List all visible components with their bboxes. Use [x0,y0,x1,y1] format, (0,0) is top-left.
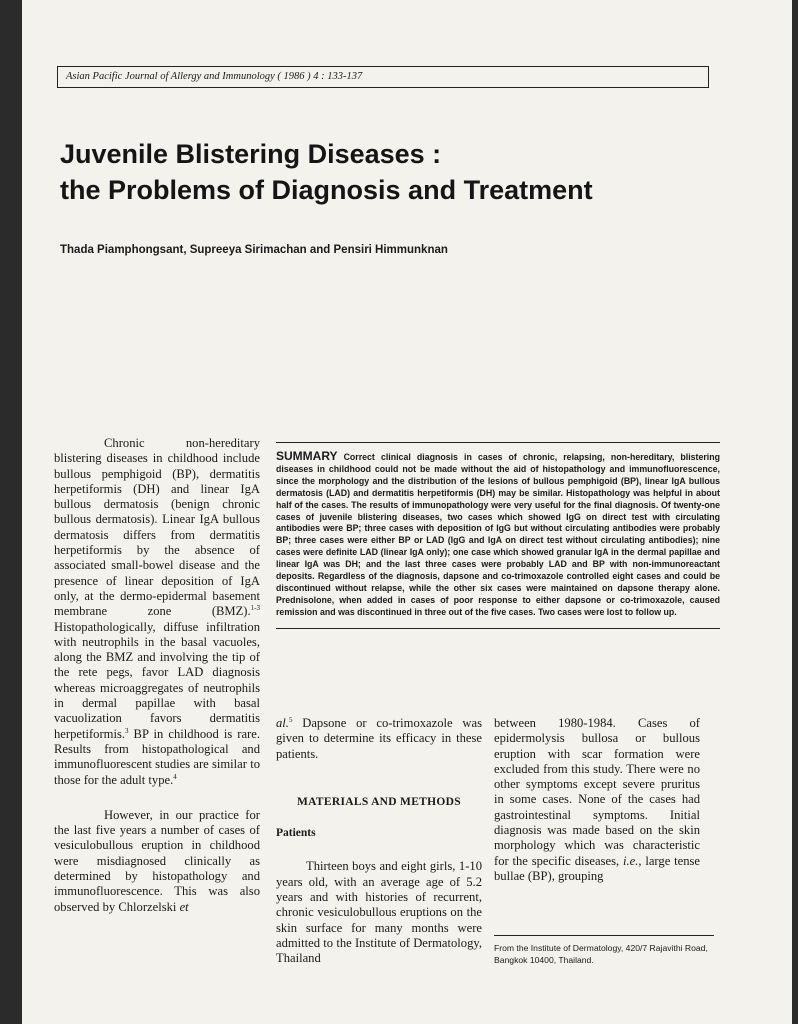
continuation-paragraph [276,716,482,762]
intro-paragraph [54,436,260,788]
body-column-1 [54,436,260,915]
patients-italic: i.e. [622,853,639,868]
patients-heading: Patients [276,827,316,840]
journal-header [57,66,709,88]
intro-text-c: BP in childhood is rare. Results from histopathological and immunofluorescent studies are similar to those for the adult type. [54,726,260,787]
continuation-text: Dapsone or co-trimoxazole was given to determine its efficacy in these patients. [276,716,482,761]
reference-marker: 5 [288,715,293,724]
summary-label: SUMMARY [276,449,338,463]
patients-paragraph: Thirteen boys and eight girls, 1-10 years old, with an average age of 5.2 years and with histories of recurrent, chronic vesiculobullous eruptions on the skin surface for many months were admitted to the Institute of Dermatology, Thailand [276,859,482,966]
intro-text-a: Chronic non-hereditary blistering diseases in childhood include bullous pemphigoid (BP), dermatitis herpetiformis (DH) and linear IgA bullous dermatosis (benign chronic bullous dermatosis). Linear IgA bullous dermatosis differs from dermatitis herpetiformis by the absence of associated small-bowel disease and the presence of linear deposition of IgA only, at the dermo-epidermal basement membrane zone (BMZ). [54,436,260,619]
practice-paragraph [54,808,260,915]
summary-text: Correct clinical diagnosis in cases of chronic, relapsing, non-hereditary, blistering diseases in childhood could not be made without the aid of histopathology and immunofluorescence, since the morphology and the distribution of the lesions of bullous pemphigoid (BP), linear IgA bullous dermatosis (LAD) and dermatitis herpetiformis (DH) may be similar. Histopathology was helpful in about half of the cases. The results of immunopathology were very useful for the final diagnosis. Of twenty-one cases of juvenile blistering diseases, two cases which showed IgG on direct test with circulating antibodies were BP; three cases with deposition of IgG but without circulating antibodies were probably BP; three cases were either BP or LAD (IgG and IgA on direct test without circulating antibodies); nine cases were definite LAD (linear IgA only); one case which showed granular IgA in the dermal papillae and linear IgA was DH; and the last three cases were probably LAD and BP with non-immunoreactant deposits. Regardless of the diagnosis, dapsone and co-trimoxazole controlled eight cases and could be discontinued without relapse, while the other six cases were maintained on dapsone therapy alone. Prednisolone, when added in cases of poor response to either dapsone or co-trimoxazole, caused remission and was discontinued in three out of the five cases. Two cases were lost to follow up. [276,452,720,617]
title-line-1: Juvenile Blistering Diseases : [60,139,442,169]
summary-box [276,442,720,629]
patients-paragraph-continued [494,716,700,884]
practice-text: However, in our practice for the last five years a number of cases of vesiculobullous eruption in childhood were misdiagnosed clinically as determined by histopathology and immunofluorescence. This was also observed by Chlorzelski [54,807,260,914]
author-list: Thada Piamphongsant, Supreeya Sirimachan and Pensiri Himmunknan [60,244,448,256]
body-column-3 [494,716,700,884]
reference-marker: 3 [125,726,129,735]
journal-citation: Asian Pacific Journal of Allergy and Immunology ( 1986 ) 4 : 133-137 [66,71,363,82]
reference-marker: 4 [173,772,177,781]
article-title [60,136,740,208]
patients-text-b: , large tense bullae (BP), grouping [494,853,700,883]
methods-heading: MATERIALS AND METHODS [297,795,461,808]
practice-text-italic: et [179,899,189,914]
title-line-2: the Problems of Diagnosis and Treatment [60,175,593,205]
intro-text-b: Histopathologically, diffuse infiltration with neutrophils in the basal vacuoles, along the BMZ and involving the tip of the rete pegs, favor LAD diagnosis whereas microaggregates of neutrophils in dermal papillae with basal vacuolization favors dermatitis herpetiformis. [54,619,260,741]
patients-text-a: between 1980-1984. Cases of epidermolysis bullosa or bullous eruption with scar formation were excluded from this study. There were no other symptoms except severe pruritus in some cases. None of the cases had gastrointestinal symptoms. Initial diagnosis was made based on the skin morphology which was characteristic for the specific diseases, [494,716,700,868]
reference-marker: 1-3 [250,604,260,613]
body-column-2 [276,716,482,967]
affiliation-footnote: From the Institute of Dermatology, 420/7 Rajavithi Road, Bangkok 10400, Thailand. [494,935,714,966]
continuation-italic: al. [276,716,289,730]
